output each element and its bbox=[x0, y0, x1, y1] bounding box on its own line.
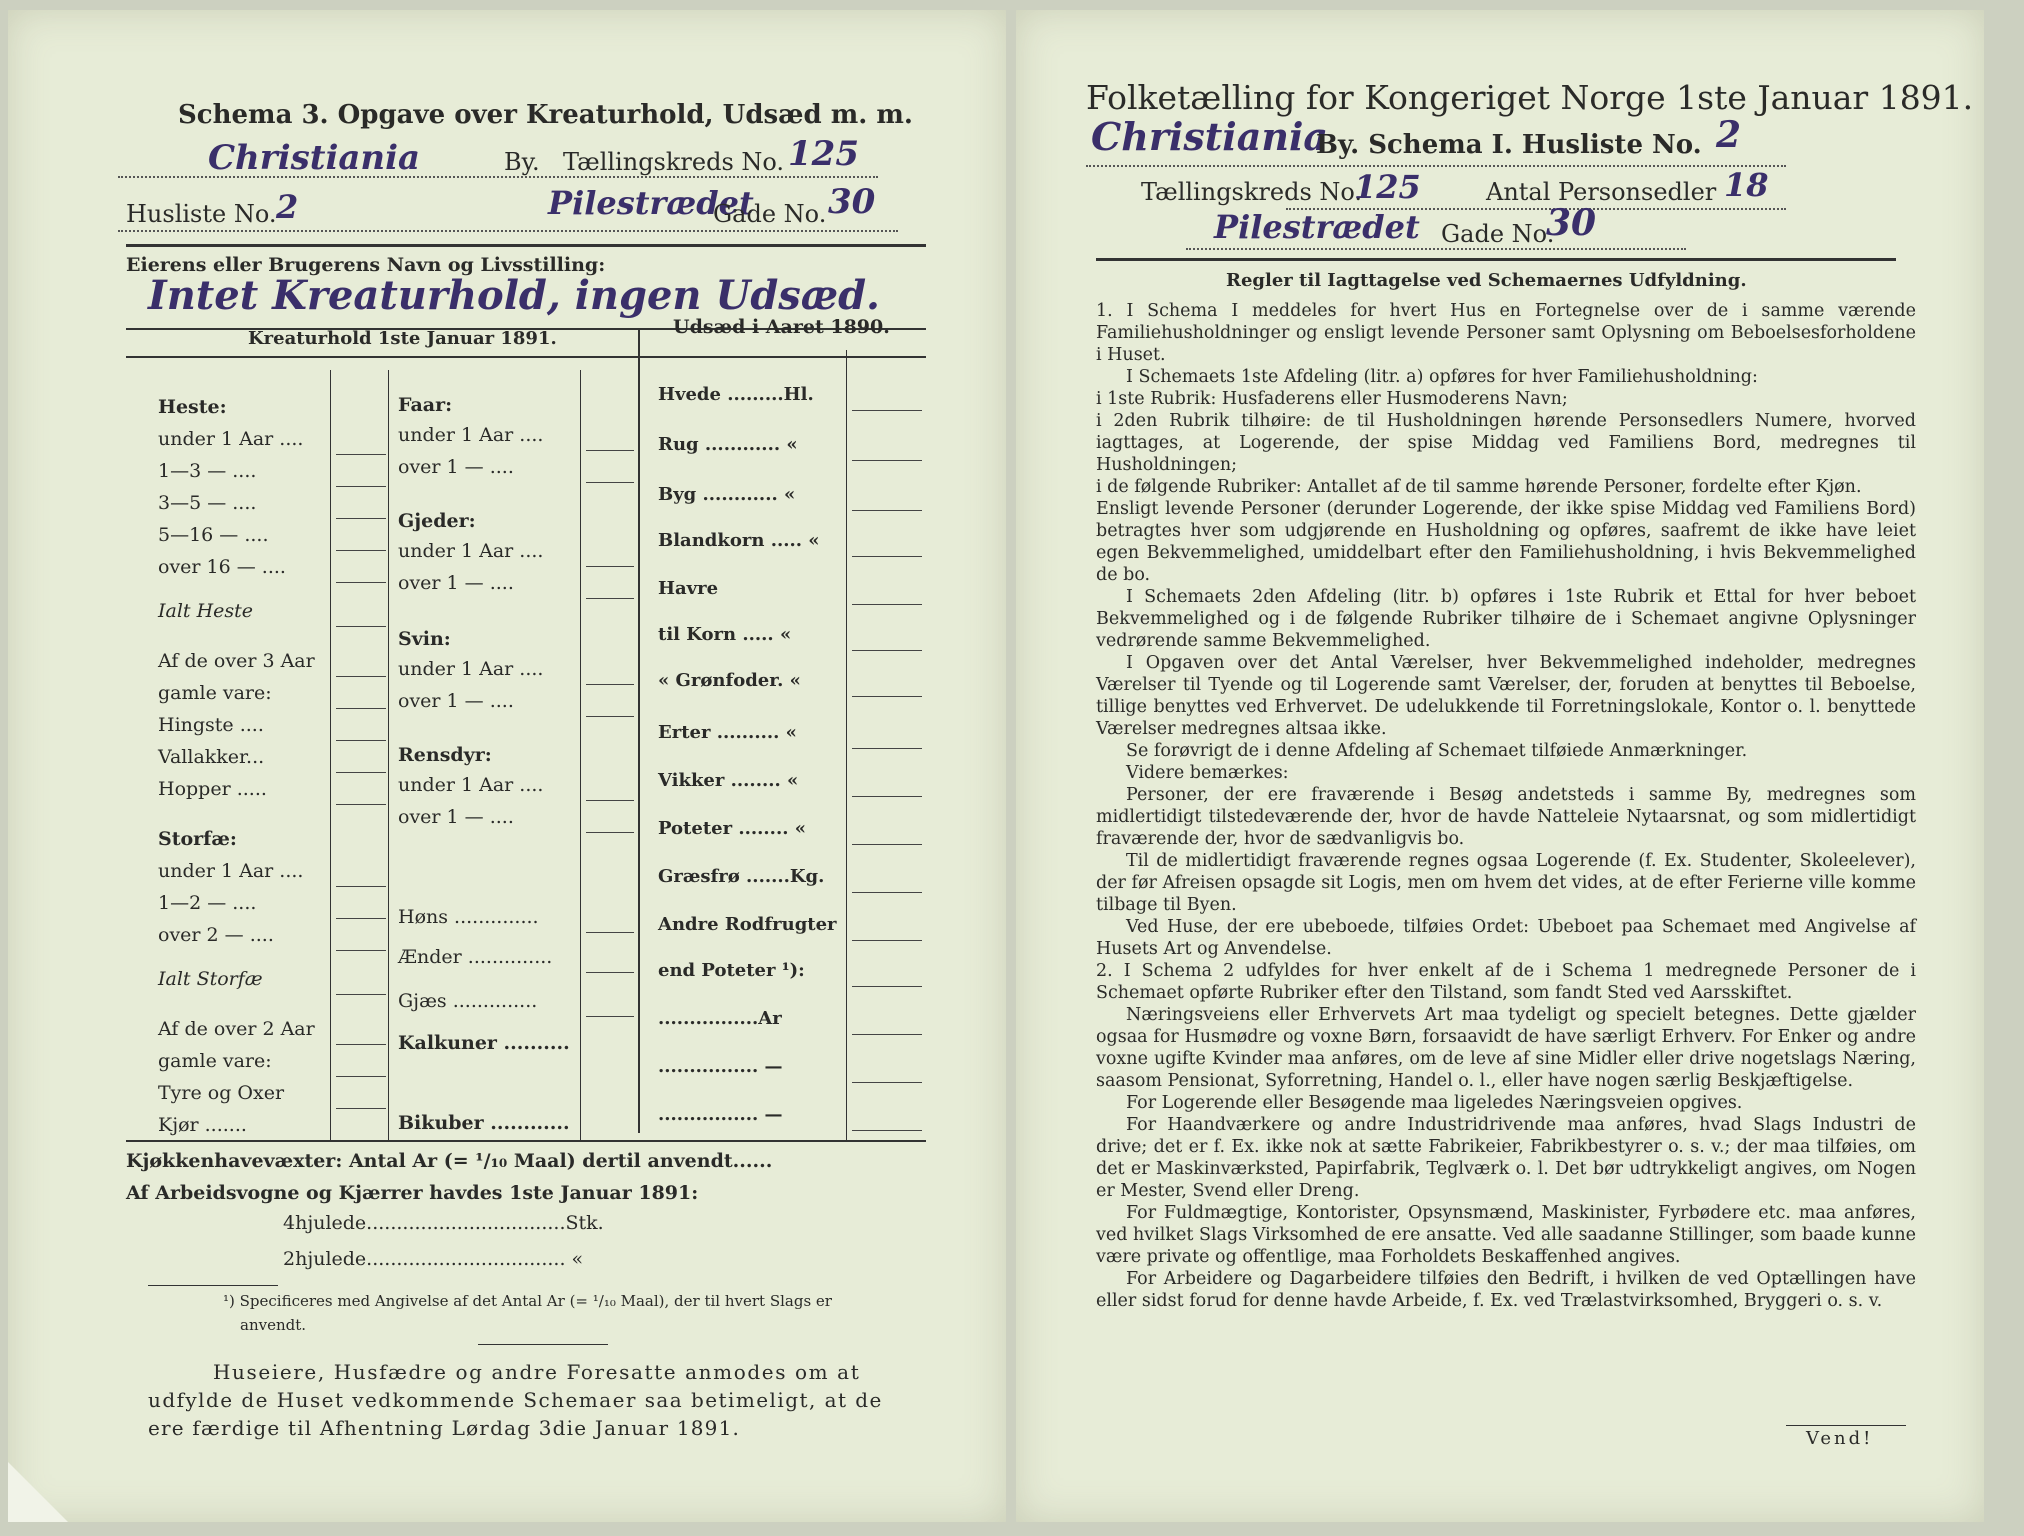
dotted-line bbox=[1186, 248, 1686, 250]
kreatur-header: Kreaturhold 1ste Januar 1891. bbox=[248, 328, 557, 349]
rule-paragraph: Ensligt levende Personer (derunder Logerende, der ikke spise Middag ved Familiens Bord) betragtes hver som udgjørende en Husholdning og opføres, saafremt de ikke have leiet egen Bekvemmelighed, umiddelbart efter den Familiehusholdning, i hvis Bekvemmelighed de bo. bbox=[1096, 499, 1916, 585]
form-row-label: Bikuber ............ bbox=[398, 1112, 570, 1134]
form-row-label: Ialt Storfæ bbox=[158, 968, 263, 990]
gade-handwritten: 30 bbox=[1546, 202, 1597, 244]
rule-paragraph: Videre bemærkes: bbox=[1126, 763, 1289, 783]
entry-line bbox=[336, 950, 386, 951]
notice-line-1: Huseiere, Husfædre og andre Foresatte anmodes om at bbox=[213, 1360, 861, 1384]
kreds-handwritten: 125 bbox=[788, 134, 859, 174]
street-handwritten: Pilestrædet bbox=[1214, 208, 1420, 246]
entry-line bbox=[336, 708, 386, 709]
entry-line bbox=[336, 518, 386, 519]
entry-line bbox=[852, 650, 922, 651]
col-rule bbox=[846, 350, 847, 1140]
form-row-label: Erter .......... « bbox=[658, 722, 797, 743]
entry-line bbox=[336, 886, 386, 887]
rules-heading: Regler til Iagttagelse ved Schemaernes Udfyldning. bbox=[1226, 270, 1747, 291]
form-row-label: Faar: bbox=[398, 394, 453, 416]
entry-line bbox=[336, 626, 386, 627]
city-handwritten: Christiania bbox=[208, 138, 421, 178]
form-row-label: over 2 — .... bbox=[158, 924, 274, 946]
city-handwritten: Christiania bbox=[1091, 114, 1329, 159]
form-row-label: 5—16 — .... bbox=[158, 524, 269, 546]
kreds-handwritten: 125 bbox=[1354, 168, 1421, 206]
form-row-label: over 1 — .... bbox=[398, 572, 514, 594]
entry-line bbox=[586, 598, 634, 599]
entry-line bbox=[852, 1082, 922, 1083]
rule-paragraph: I Opgaven over det Antal Værelser, hver Bekvemmelighed indeholder, medregnes Værelser til Tyende og til Logerende samt Værelser, der, foruden at benyttes til Beboelse, tillige benyttes ved Erhvervet. De udelukkende til Forretningslokale, Kontor o. l. benyttede Værelser medregnes altsaa ikke. bbox=[1096, 653, 1916, 739]
entry-line bbox=[852, 604, 922, 605]
rule bbox=[1786, 1425, 1906, 1426]
rule-paragraph: Se forøvrigt de i denne Afdeling af Schemaet tilføiede Anmærkninger. bbox=[1126, 741, 1748, 761]
entry-line bbox=[852, 410, 922, 411]
kreds-label: Tællingskreds No. bbox=[1141, 178, 1363, 206]
entry-line bbox=[586, 482, 634, 483]
entry-line bbox=[852, 986, 922, 987]
form-row-label: under 1 Aar .... bbox=[398, 424, 544, 446]
entry-line bbox=[336, 994, 386, 995]
form-row-label: til Korn ..... « bbox=[658, 624, 792, 645]
owner-label: Eierens eller Brugerens Navn og Livsstilling: bbox=[126, 254, 606, 276]
form-row-label: Ialt Heste bbox=[158, 600, 254, 622]
form-row-label: ................ — bbox=[658, 1104, 783, 1125]
entry-line bbox=[852, 796, 922, 797]
form-row-label: under 1 Aar .... bbox=[398, 774, 544, 796]
entry-line bbox=[336, 918, 386, 919]
entry-line bbox=[852, 844, 922, 845]
entry-line bbox=[852, 460, 922, 461]
form-row-label: over 1 — .... bbox=[398, 456, 514, 478]
form-row-label: Kjør ....... bbox=[158, 1114, 247, 1136]
entry-line bbox=[586, 716, 634, 717]
rule-paragraph: For Arbeidere og Dagarbeidere tilføies den Bedrift, i hvilken de ved Optællingen have eller sidst forud for denne havde Arbeide, f. Ex. ved Trælastvirksomhed, Bryggeri o. s. v. bbox=[1096, 1269, 1916, 1311]
udsaed-header: Udsæd i Aaret 1890. bbox=[673, 316, 890, 338]
form-row-label: gamle vare: bbox=[158, 1050, 272, 1072]
gade-handwritten: 30 bbox=[828, 182, 876, 222]
entry-line bbox=[852, 1130, 922, 1131]
rule-paragraph: Til de midlertidigt fraværende regnes ogsaa Logerende (f. Ex. Studenter, Skoleelever), der før Afreisen opsagde sit Logis, men om hvem det vides, at de efter Ferierne ville komme tilbage til Byen. bbox=[1096, 851, 1916, 915]
form-row-label: over 1 — .... bbox=[398, 806, 514, 828]
gade-label: Gade No. bbox=[1441, 220, 1555, 248]
form-row-label: Hopper ..... bbox=[158, 778, 267, 800]
rule-paragraph: Personer, der ere fraværende i Besøg andetsteds i samme By, medregnes som midlertidigt tilstedeværende der, hvor de havde Natteleie Nytaarsnat, og som midlertidigt fraværende der, hvor de sædvanligvis bo. bbox=[1096, 785, 1916, 849]
form-row-label: Hvede .........Hl. bbox=[658, 384, 814, 405]
form-row-label: Høns .............. bbox=[398, 906, 539, 928]
vogne-line: Af Arbeidsvogne og Kjærrer havdes 1ste Januar 1891: bbox=[126, 1182, 699, 1204]
gade-label: Gade No. bbox=[713, 200, 827, 228]
notice-line-3: ere færdige til Afhentning Lørdag 3die Januar 1891. bbox=[148, 1416, 741, 1440]
dotted-line bbox=[1086, 165, 1786, 167]
entry-line bbox=[336, 1108, 386, 1109]
form-row-label: Vikker ........ « bbox=[658, 770, 799, 791]
rules-text bbox=[1096, 300, 1916, 1312]
entry-line bbox=[852, 510, 922, 511]
table-header-line bbox=[126, 356, 926, 358]
form-row-label: « Grønfoder. « bbox=[658, 670, 801, 691]
form-row-label: Andre Rodfrugter bbox=[658, 914, 837, 935]
divider bbox=[126, 244, 926, 247]
rule-paragraph: Næringsveiens eller Erhvervets Art maa tydeligt og specielt betegnes. Dette gjælder ogsaa for Husmødre og voxne Børn, forsaavidt de have særligt Erhverv. For Enker og andre voxne ugifte Kvinder maa anføres, om de leve af sine Midler eller drive nogetslags Næring, saasom Pensionat, Syforretning, Handel o. l., eller have nogen særlig Beskjæftigelse. bbox=[1096, 1005, 1916, 1091]
form-row-label: Storfæ: bbox=[158, 828, 237, 850]
entry-line bbox=[336, 486, 386, 487]
entry-line bbox=[852, 1034, 922, 1035]
by-label: By. bbox=[504, 148, 540, 176]
col-rule bbox=[388, 370, 389, 1140]
form-row-label: Svin: bbox=[398, 628, 451, 650]
entry-line bbox=[336, 740, 386, 741]
rule-paragraph: i 1ste Rubrik: Husfaderens eller Husmoderens Navn; bbox=[1096, 389, 1568, 409]
form-row-label: end Poteter ¹): bbox=[658, 960, 805, 981]
folded-corner bbox=[8, 1462, 68, 1522]
entry-line bbox=[586, 972, 634, 973]
hjul2-line: 2hjulede................................. « bbox=[283, 1248, 584, 1270]
form-row-label: 1—3 — .... bbox=[158, 460, 257, 482]
col-rule bbox=[330, 370, 331, 1140]
entry-line bbox=[336, 550, 386, 551]
form-row-label: Ænder .............. bbox=[398, 946, 553, 968]
entry-line bbox=[336, 676, 386, 677]
right-page bbox=[1016, 10, 1984, 1522]
form-row-label: Hingste .... bbox=[158, 714, 264, 736]
left-page bbox=[8, 10, 1006, 1522]
entry-line bbox=[852, 940, 922, 941]
entry-line bbox=[852, 696, 922, 697]
husliste-handwritten: 2 bbox=[276, 188, 299, 226]
entry-line bbox=[336, 1044, 386, 1045]
form-row-label: Byg ............ « bbox=[658, 484, 796, 505]
antal-label: Antal Personsedler bbox=[1486, 178, 1717, 206]
table-bottom-line bbox=[126, 1140, 926, 1142]
owner-handwritten: Intet Kreaturhold, ingen Udsæd. bbox=[148, 272, 880, 319]
footnote-line-2: anvendt. bbox=[240, 1316, 307, 1334]
entry-line bbox=[336, 1076, 386, 1077]
rule bbox=[478, 1344, 608, 1345]
footnote-line-1: ¹) Specificeres med Angivelse af det Antal Ar (= ¹/₁₀ Maal), der til hvert Slags er bbox=[223, 1292, 832, 1310]
schema3-title: Schema 3. Opgave over Kreaturhold, Udsæd m. m. bbox=[178, 100, 913, 130]
form-row-label: Rensdyr: bbox=[398, 744, 492, 766]
entry-line bbox=[586, 932, 634, 933]
form-row-label: Rug ............ « bbox=[658, 434, 798, 455]
form-row-label: gamle vare: bbox=[158, 682, 272, 704]
form-row-label: Af de over 2 Aar bbox=[158, 1018, 315, 1040]
entry-line bbox=[336, 454, 386, 455]
rule-paragraph: I Schemaets 1ste Afdeling (litr. a) opføres for hver Familiehusholdning: bbox=[1126, 367, 1758, 387]
rule-paragraph: I Schemaets 2den Afdeling (litr. b) opføres i 1ste Rubrik et Ettal for hver beboet Bekvemmelighed og i de følgende Rubriker tilhøire de i Schemaet angivne Oplysninger vedrørende samme Bekvemmelighed. bbox=[1096, 587, 1916, 651]
dotted-line bbox=[118, 176, 878, 178]
rule-paragraph: For Logerende eller Besøgende maa ligeledes Næringsveien opgives. bbox=[1126, 1093, 1743, 1113]
husliste-handwritten: 2 bbox=[1716, 114, 1742, 156]
by-schema-label: By. Schema I. Husliste No. bbox=[1316, 130, 1702, 160]
form-row-label: ................Ar bbox=[658, 1008, 782, 1029]
notice-line-2: udfylde de Huset vedkommende Schemaer saa betimeligt, at de bbox=[148, 1388, 883, 1412]
entry-line bbox=[586, 684, 634, 685]
entry-line bbox=[586, 832, 634, 833]
dotted-line bbox=[118, 230, 898, 232]
form-row-label: under 1 Aar .... bbox=[398, 540, 544, 562]
form-row-label: Poteter ........ « bbox=[658, 818, 806, 839]
form-row-label: Tyre og Oxer bbox=[158, 1082, 285, 1104]
street-handwritten: Pilestrædet bbox=[548, 184, 754, 222]
rule-paragraph: 2. I Schema 2 udfyldes for hver enkelt af de i Schema 1 medregnede Personer de i Schemaet opførte Rubriker efter den Tilstand, som fandt Sted ved Aarsskiftet. bbox=[1096, 961, 1916, 1003]
kjokken-line: Kjøkkenhavevæxter: Antal Ar (= ¹/₁₀ Maal) dertil anvendt...... bbox=[126, 1150, 773, 1172]
entry-line bbox=[586, 800, 634, 801]
form-row-label: 3—5 — .... bbox=[158, 492, 257, 514]
entry-line bbox=[336, 582, 386, 583]
census-title: Folketælling for Kongeriget Norge 1ste Januar 1891. bbox=[1086, 78, 1974, 117]
divider bbox=[1096, 258, 1896, 261]
entry-line bbox=[336, 804, 386, 805]
form-row-label: Gjeder: bbox=[398, 510, 476, 532]
antal-handwritten: 18 bbox=[1724, 166, 1769, 204]
entry-line bbox=[852, 892, 922, 893]
entry-line bbox=[852, 748, 922, 749]
form-row-label: under 1 Aar .... bbox=[398, 658, 544, 680]
rule-paragraph: i de følgende Rubriker: Antallet af de til samme hørende Personer, fordelte efter Kjøn. bbox=[1096, 477, 1862, 497]
kreds-label: Tællingskreds No. bbox=[563, 148, 785, 176]
form-row-label: Af de over 3 Aar bbox=[158, 650, 315, 672]
entry-line bbox=[586, 1016, 634, 1017]
rule-paragraph: Ved Huse, der ere ubeboede, tilføies Ordet: Ubeboet paa Schemaet med Angivelse af Husets Art og Anvendelse. bbox=[1096, 917, 1916, 959]
form-row-label: Havre bbox=[658, 578, 719, 599]
form-row-label: Vallakker... bbox=[158, 746, 265, 768]
form-row-label: Gjæs .............. bbox=[398, 990, 538, 1012]
form-row-label: under 1 Aar .... bbox=[158, 428, 304, 450]
hjul4-line: 4hjulede.................................Stk. bbox=[283, 1212, 604, 1234]
form-row-label: over 16 — .... bbox=[158, 556, 286, 578]
rule-paragraph: For Haandværkere og andre Industridrivende maa anføres, hvad Slags Industri de drive; det er f. Ex. ikke nok at sætte Fabrikeier, Fabrikbestyrer o. s. v.; der maa tilføies, om det er Maskinværksted, Papirfabrik, Teglværk o. l. Det bør udtrykkeligt angives, om Nogen er Mester, Svend eller Dreng. bbox=[1096, 1115, 1916, 1201]
form-row-label: Kalkuner .......... bbox=[398, 1032, 570, 1054]
form-row-label: under 1 Aar .... bbox=[158, 860, 304, 882]
entry-line bbox=[586, 566, 634, 567]
form-row-label: Græsfrø .......Kg. bbox=[658, 866, 825, 887]
entry-line bbox=[336, 772, 386, 773]
col-rule bbox=[580, 370, 581, 1140]
form-row-label: ................ — bbox=[658, 1056, 783, 1077]
form-row-label: over 1 — .... bbox=[398, 690, 514, 712]
form-row-label: Heste: bbox=[158, 396, 227, 418]
rule-paragraph: For Fuldmægtige, Kontorister, Opsynsmænd, Maskinister, Fyrbødere etc. maa anføres, ved hvilket Slags Virksomhed de ere ansatte. Ved alle saadanne Stillinger, som baade kunne være private og offentlige, maa Forholdets Beskaffenhed angives. bbox=[1096, 1203, 1916, 1267]
vend-label: Vend! bbox=[1806, 1428, 1874, 1449]
entry-line bbox=[852, 556, 922, 557]
form-row-label: 1—2 — .... bbox=[158, 892, 257, 914]
husliste-label: Husliste No. bbox=[126, 200, 277, 228]
rule-paragraph: 1. I Schema I meddeles for hvert Hus en Fortegnelse over de i samme værende Familiehusholdninger og ensligt levende Personer samt Oplysning om Beboelsesforholdene i Huset. bbox=[1096, 301, 1916, 365]
form-row-label: Blandkorn ..... « bbox=[658, 530, 820, 551]
footnote-rule bbox=[148, 1285, 278, 1286]
entry-line bbox=[586, 450, 634, 451]
rule-paragraph: i 2den Rubrik tilhøire: de til Husholdningen hørende Personsedlers Numere, hvorved iagttages, at Logerende, der spise Middag ved Familiens Bord, medregnes til Husholdningen; bbox=[1096, 411, 1916, 475]
table-divider bbox=[638, 328, 640, 1133]
